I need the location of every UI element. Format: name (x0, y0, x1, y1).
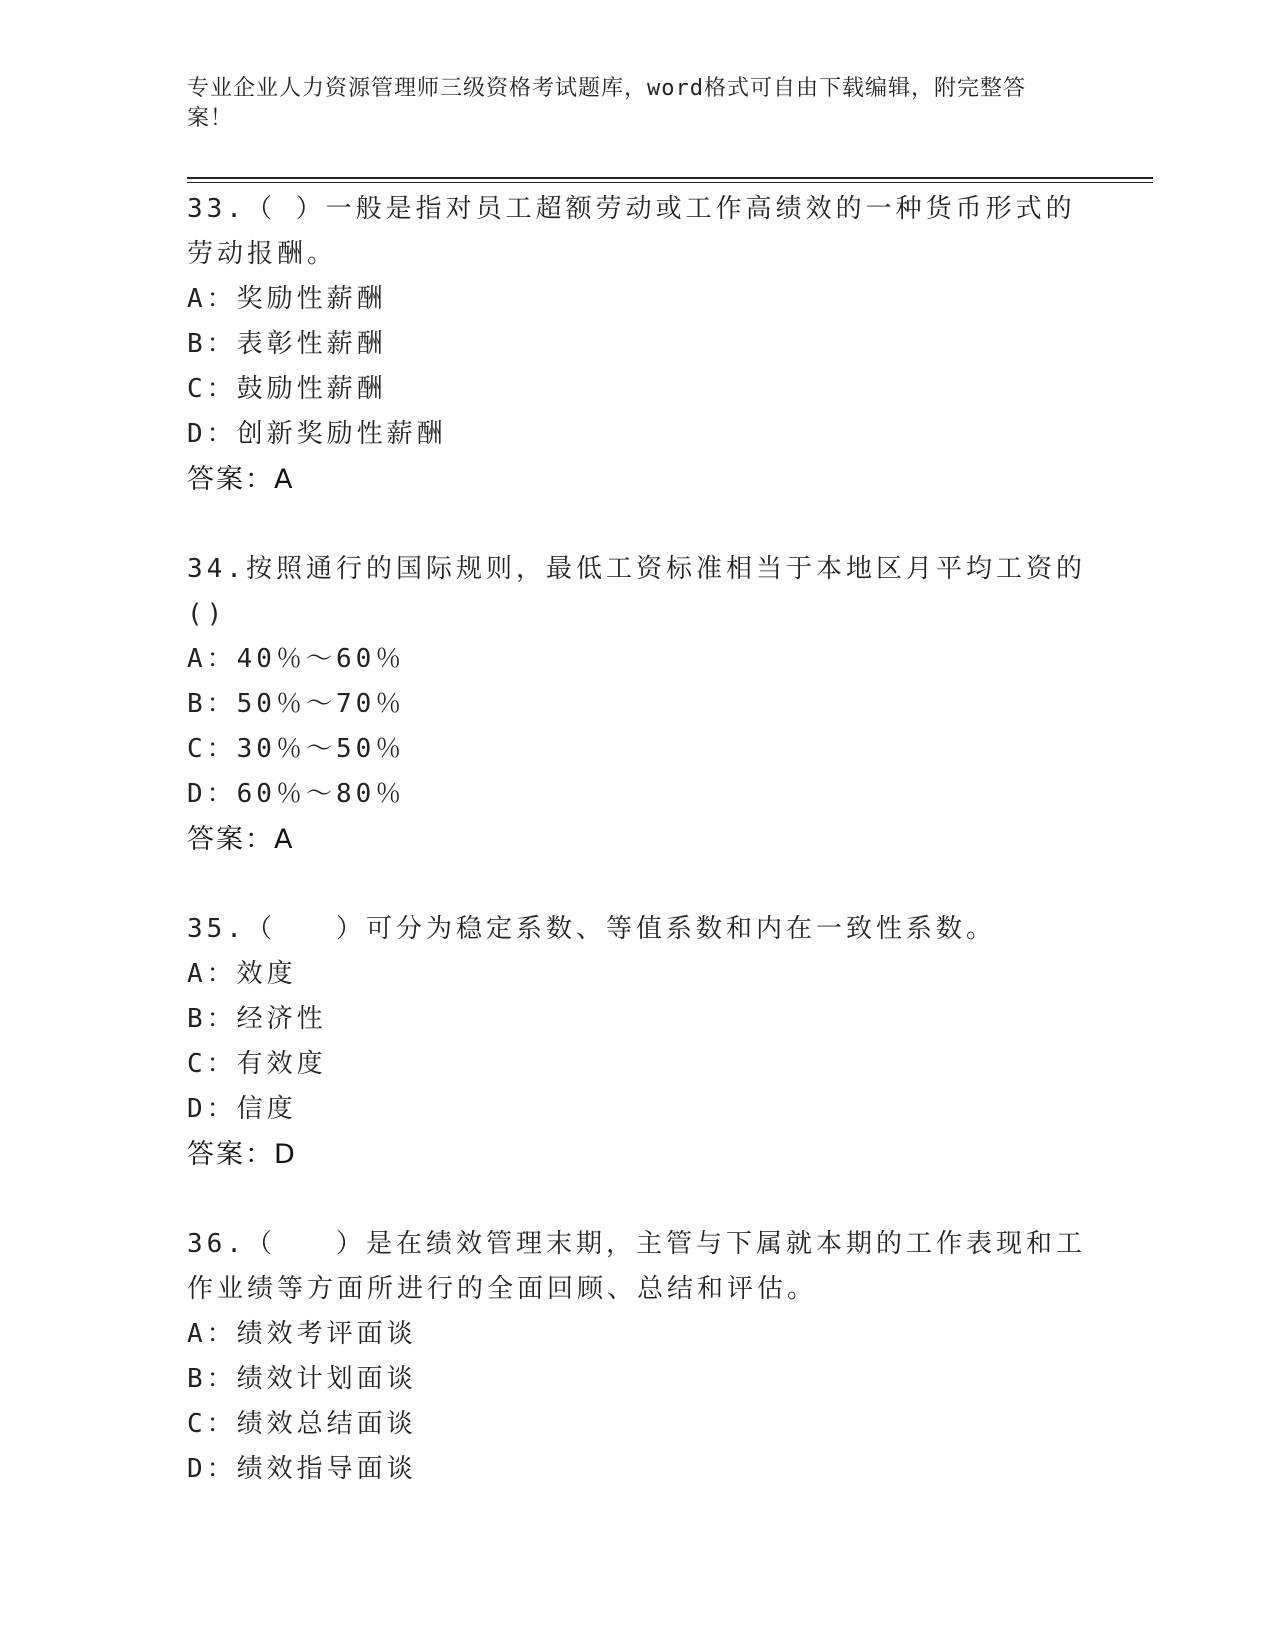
question-stem: 33.（ ）一般是指对员工超额劳动或工作高绩效的一种货币形式的劳动报酬。 (187, 194, 1076, 269)
document-header: 专业企业人力资源管理师三级资格考试题库，word格式可自由下载编辑，附完整答案！ (187, 76, 1026, 131)
option-c: C：30％～50％ (187, 734, 406, 764)
option-c: C：鼓励性薪酬 (187, 374, 387, 404)
option-a: A：绩效考评面谈 (187, 1319, 417, 1349)
option-d: D：创新奖励性薪酬 (187, 419, 447, 449)
option-a: A：奖励性薪酬 (187, 284, 387, 314)
header-divider-thick (187, 177, 1153, 179)
header-divider-thin (187, 182, 1153, 183)
option-d: D：信度 (187, 1094, 297, 1124)
option-b: B：绩效计划面谈 (187, 1364, 417, 1394)
option-b: B：表彰性薪酬 (187, 329, 387, 359)
option-b: B：经济性 (187, 1004, 327, 1034)
option-c: C：有效度 (187, 1049, 327, 1079)
question-stem: 36.（ ）是在绩效管理末期，主管与下属就本期的工作表现和工作业绩等方面所进行的全面回顾、总结和评估。 (187, 1229, 1086, 1304)
question-34 (187, 546, 1087, 862)
option-d: D：60％～80％ (187, 779, 406, 809)
question-stem: 35.（ ）可分为稳定系数、等值系数和内在一致性系数。 (187, 914, 996, 944)
answer: 答案：A (187, 464, 295, 495)
option-a: A：40％～60％ (187, 644, 406, 674)
question-stem: 34.按照通行的国际规则，最低工资标准相当于本地区月平均工资的() (187, 554, 1086, 629)
question-36 (187, 1221, 1087, 1492)
question-35 (187, 906, 1087, 1177)
answer: 答案：A (187, 824, 295, 855)
question-33 (187, 186, 1087, 502)
answer: 答案：D (187, 1139, 297, 1170)
option-b: B：50％～70％ (187, 689, 406, 719)
option-d: D：绩效指导面谈 (187, 1454, 417, 1484)
option-c: C：绩效总结面谈 (187, 1409, 417, 1439)
question-list (187, 186, 1087, 1536)
option-a: A：效度 (187, 959, 297, 989)
